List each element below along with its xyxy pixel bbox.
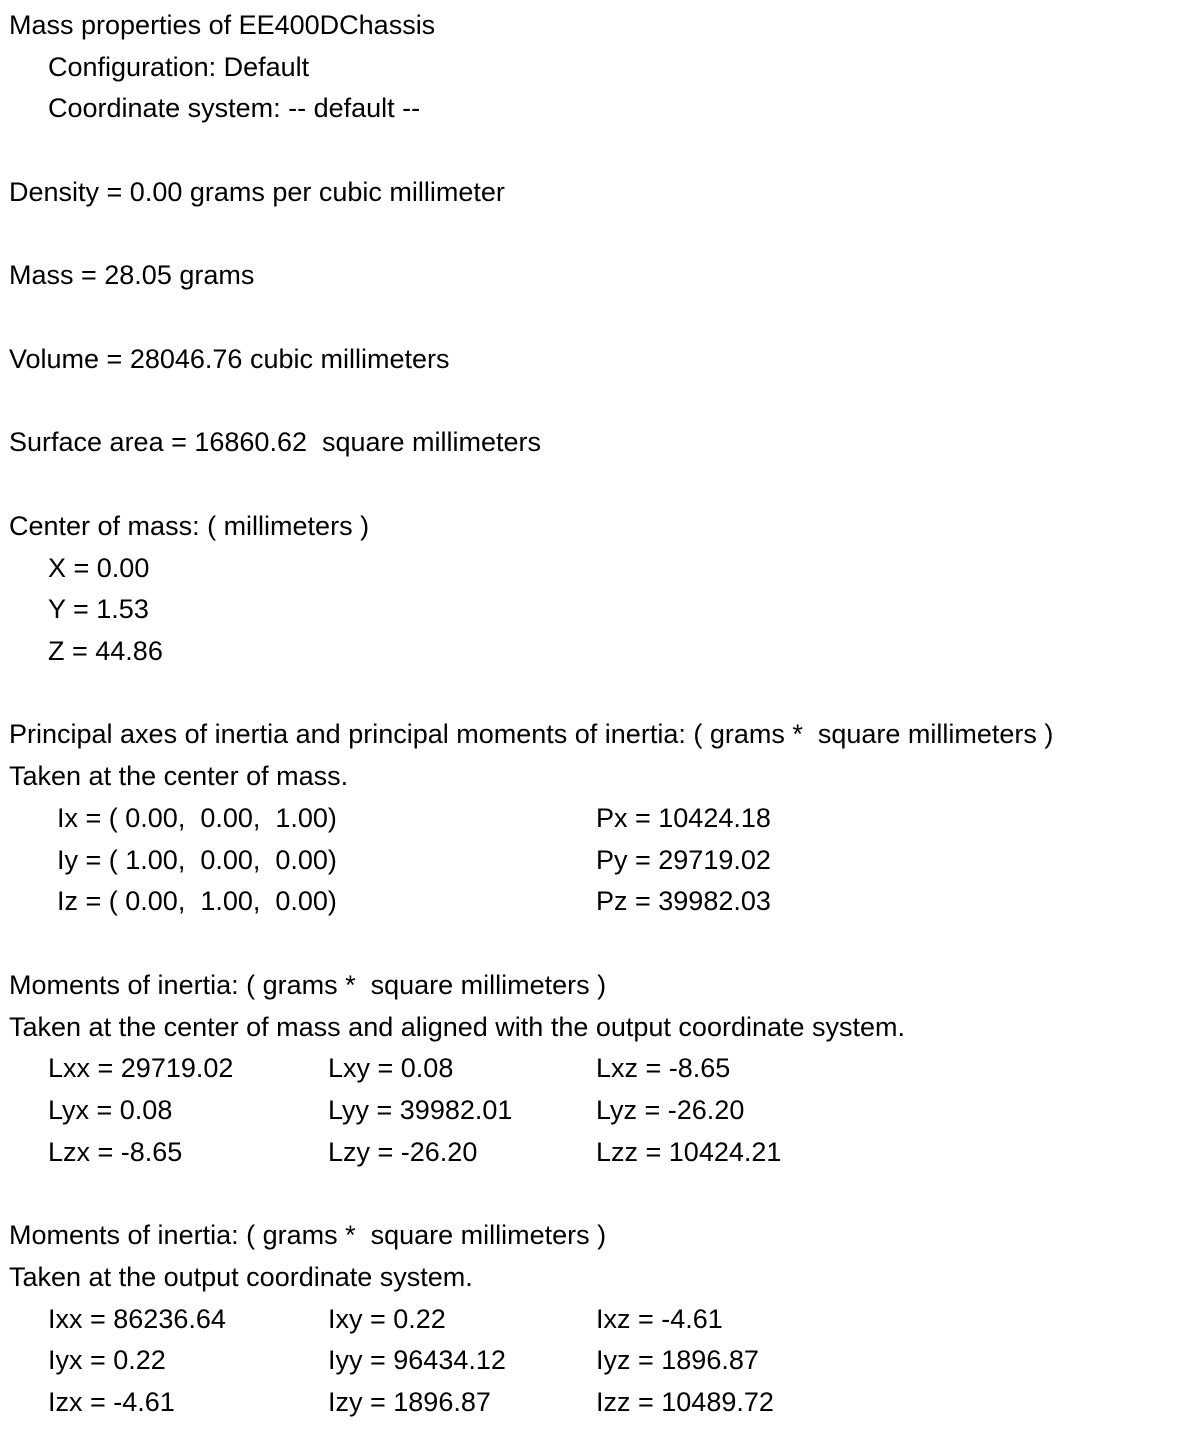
moments-com-lzy: Lzy = -26.20 xyxy=(328,1137,478,1167)
principal-axes-subheading: Taken at the center of mass. xyxy=(9,761,349,791)
moments-output-izx: Izx = -4.61 xyxy=(48,1387,175,1417)
moments-com-lxz: Lxz = -8.65 xyxy=(596,1053,731,1083)
coordinate-system-line: Coordinate system: -- default -- xyxy=(48,93,421,123)
moments-output-iyz: Iyz = 1896.87 xyxy=(596,1345,759,1375)
principal-axis-ix: Ix = ( 0.00, 0.00, 1.00) xyxy=(57,803,337,833)
principal-axis-iz: Iz = ( 0.00, 1.00, 0.00) xyxy=(57,886,337,916)
moments-com-lzx: Lzx = -8.65 xyxy=(48,1137,183,1167)
surface-area-line: Surface area = 16860.62 square millimeters xyxy=(9,427,542,457)
moments-output-ixy: Ixy = 0.22 xyxy=(328,1304,446,1334)
principal-axis-iy: Iy = ( 1.00, 0.00, 0.00) xyxy=(57,845,337,875)
principal-axes-heading: Principal axes of inertia and principal moments of inertia: ( grams * square millimeters ) xyxy=(9,719,1054,749)
moments-output-izz: Izz = 10489.72 xyxy=(596,1387,774,1417)
center-of-mass-x: X = 0.00 xyxy=(48,553,150,583)
moments-output-iyy: Iyy = 96434.12 xyxy=(328,1345,506,1375)
moments-com-lxx: Lxx = 29719.02 xyxy=(48,1053,234,1083)
center-of-mass-heading: Center of mass: ( millimeters ) xyxy=(9,511,370,541)
principal-moment-pz: Pz = 39982.03 xyxy=(596,886,771,916)
mass-line: Mass = 28.05 grams xyxy=(9,260,255,290)
center-of-mass-y: Y = 1.53 xyxy=(48,594,149,624)
moments-com-heading: Moments of inertia: ( grams * square millimeters ) xyxy=(9,970,607,1000)
moments-com-lyx: Lyx = 0.08 xyxy=(48,1095,173,1125)
moments-output-subheading: Taken at the output coordinate system. xyxy=(9,1262,473,1292)
volume-line: Volume = 28046.76 cubic millimeters xyxy=(9,344,450,374)
moments-output-heading: Moments of inertia: ( grams * square millimeters ) xyxy=(9,1220,607,1250)
moments-output-iyx: Iyx = 0.22 xyxy=(48,1345,166,1375)
report-title: Mass properties of EE400DChassis xyxy=(9,10,436,40)
moments-com-lyy: Lyy = 39982.01 xyxy=(328,1095,513,1125)
configuration-line: Configuration: Default xyxy=(48,52,310,82)
moments-com-subheading: Taken at the center of mass and aligned with the output coordinate system. xyxy=(9,1012,906,1042)
moments-com-lyz: Lyz = -26.20 xyxy=(596,1095,745,1125)
center-of-mass-z: Z = 44.86 xyxy=(48,636,163,666)
moments-com-lzz: Lzz = 10424.21 xyxy=(596,1137,782,1167)
principal-moment-py: Py = 29719.02 xyxy=(596,845,771,875)
moments-com-lxy: Lxy = 0.08 xyxy=(328,1053,454,1083)
moments-output-ixz: Ixz = -4.61 xyxy=(596,1304,723,1334)
moments-output-izy: Izy = 1896.87 xyxy=(328,1387,491,1417)
moments-output-ixx: Ixx = 86236.64 xyxy=(48,1304,226,1334)
principal-moment-px: Px = 10424.18 xyxy=(596,803,771,833)
density-line: Density = 0.00 grams per cubic millimeter xyxy=(9,177,505,207)
